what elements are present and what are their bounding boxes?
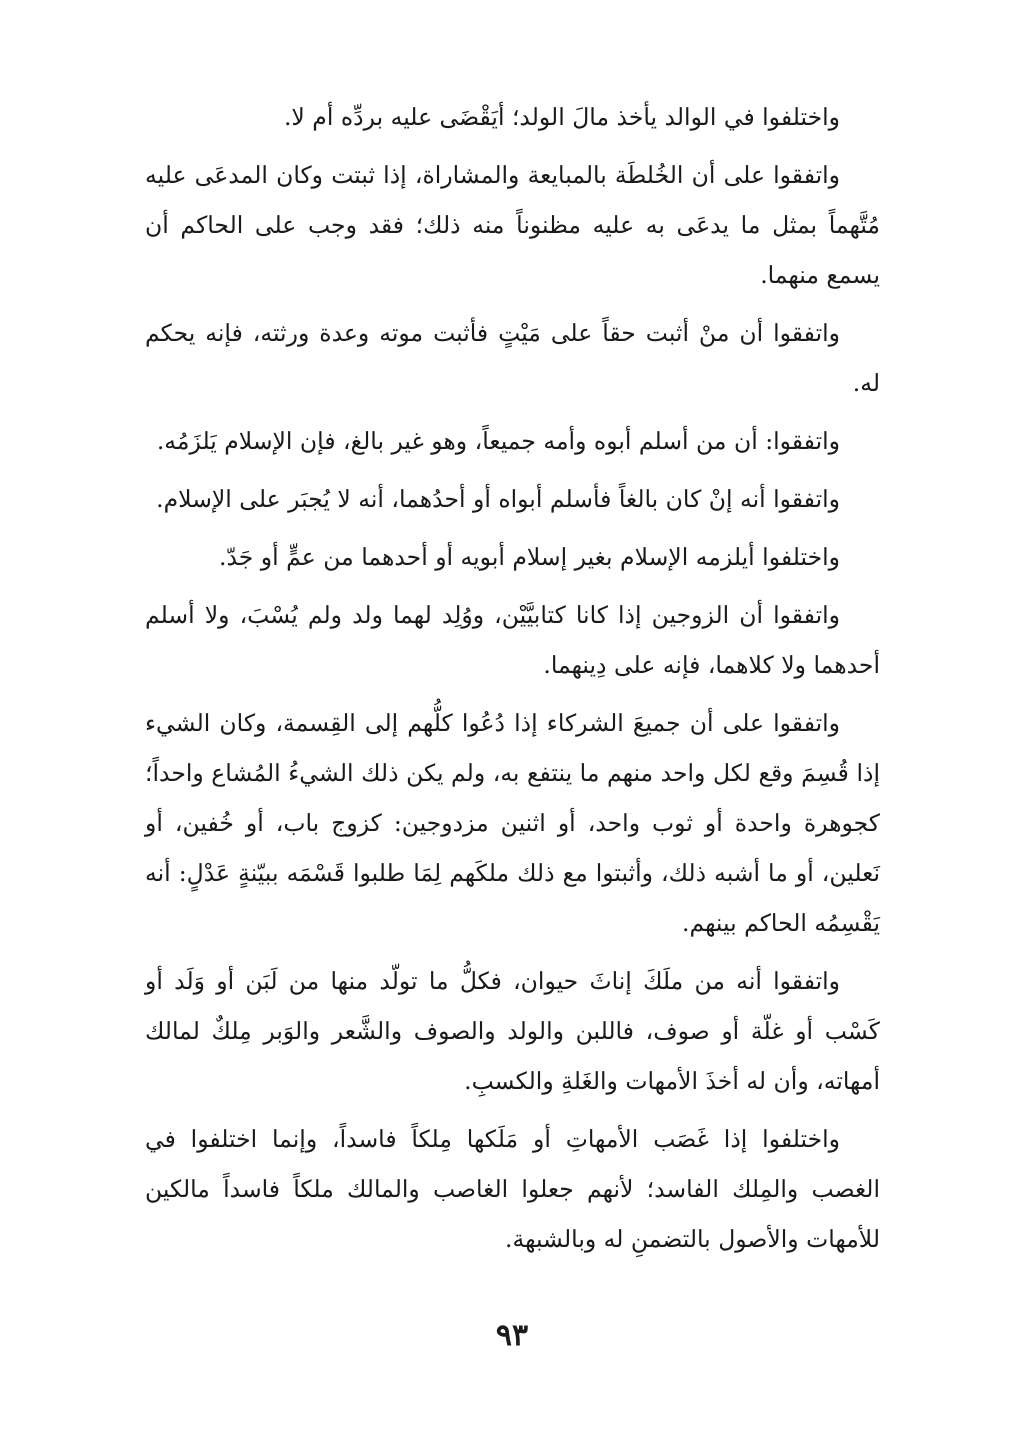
page-body bbox=[145, 92, 880, 1272]
paragraph-usurped-property: واختلفوا إذا غَصَب الأمهاتِ أو مَلَكها مِلكاً فاسداً، وإنما اختلفوا في الغصب والمِلك الفاسد؛ لأنهم جعلوا الغاصب والمالك ملكاً فاسداً مالكين للأمهات والأصول بالتضمنِ له وبالشبهة. bbox=[145, 1125, 880, 1253]
paragraph-partnership-claims: واتفقوا على أن الخُلطَة بالمبايعة والمشاراة، إذا ثبتت وكان المدعَى عليه مُتَّهماً بمثل ما يدعَى به عليه مظنوناً منه ذلك؛ فقد وجب على الحاكم أن يسمع منهما. bbox=[145, 161, 880, 289]
paragraph-parent-property: واختلفوا في الوالد يأخذ مالَ الولد؛ أيَقْضَى عليه بردِّه أم لا. bbox=[283, 103, 840, 131]
paragraph-animal-offspring: واتفقوا أنه من ملَكَ إناثَ حيوان، فكلُّ ما تولّد منها من لَبَن أو وَلَد أو كَسْب أو غلّة أو صوف، فاللبن والولد والصوف والشَّعر والوَبر مِلكٌ لمالك أمهاته، وأن له أخذَ الأمهات والغَلةِ والكسبِ. bbox=[145, 967, 880, 1095]
paragraph-division-of-property: واتفقوا على أن جميعَ الشركاء إذا دُعُوا كلُّهم إلى القِسمة، وكان الشيء إذا قُسِمَ وقع لكل واحد منهم ما ينتفع به، ولم يكن ذلك الشيءُ المُشاع واحداً؛ كجوهرة واحدة أو ثوب واحد، أو اثنين مزدوجين: كزوج باب، أو خُفين، أو نَعلين، أو ما أشبه ذلك، وأثبتوا مع ذلك ملكَهم لِمَا طلبوا قَسْمَه ببيّنةٍ عَدْلٍ: أنه يَقْسِمُه الحاكم بينهم. bbox=[145, 709, 880, 937]
paragraph-minor-islam: واتفقوا: أن من أسلم أبوه وأمه جميعاً، وهو غير بالغ، فإن الإسلام يَلزَمُه. bbox=[156, 427, 840, 455]
paragraph-adult-not-compelled: واتفقوا أنه إنْ كان بالغاً فأسلم أبواه أو أحدُهما، أنه لا يُجبَر على الإسلام. bbox=[156, 485, 840, 513]
page-number: ٩٣ bbox=[495, 1318, 529, 1353]
paragraph-grandparent-islam: واختلفوا أيلزمه الإسلام بغير إسلام أبويه أو أحدهما من عمٍّ أو جَدّ. bbox=[218, 543, 840, 571]
paragraph-scriptural-parents: واتفقوا أن الزوجين إذا كانا كتابيَّيْن، ووُلِد لهما ولد ولم يُسْبَ، ولا أسلم أحدهما ولا كلاهما، فإنه على دِينهما. bbox=[145, 601, 880, 679]
paragraph-claim-against-deceased: واتفقوا أن منْ أثبت حقاً على مَيْتٍ فأثبت موته وعدة ورثته، فإنه يحكم له. bbox=[145, 319, 880, 397]
